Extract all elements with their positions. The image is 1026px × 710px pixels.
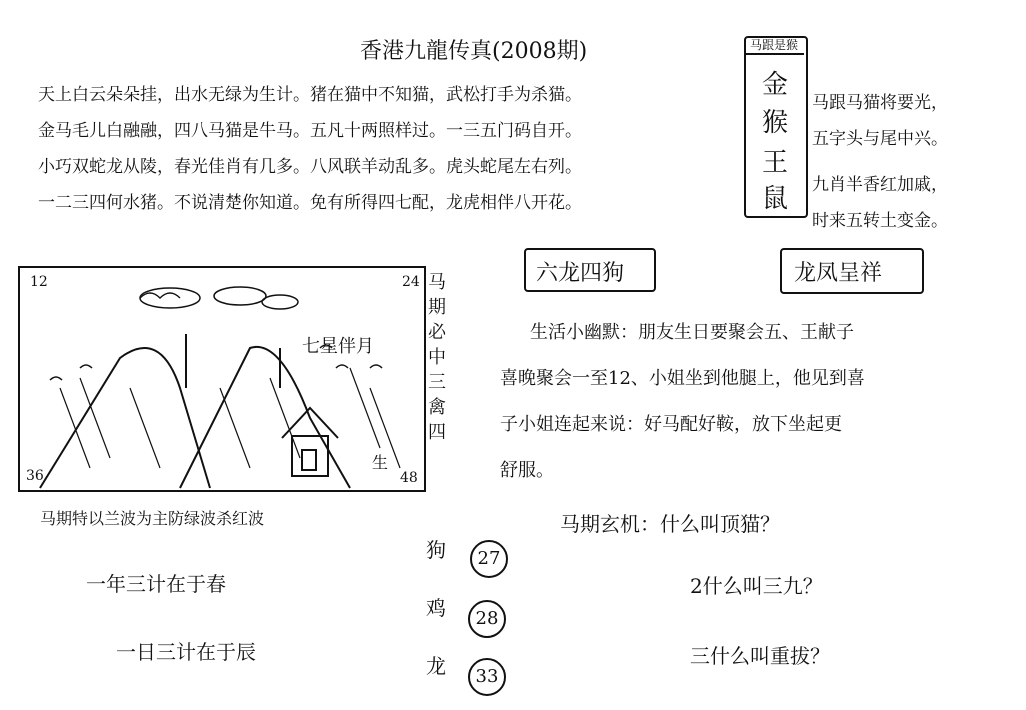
poem-line-4: 一二三四何水猪。不说清楚你知道。免有所得四七配，龙虎相伴八开花。	[38, 193, 582, 213]
corner-bl: 36	[26, 468, 44, 484]
side-line-4: 时来五转土变金。	[812, 211, 948, 231]
picture-br-label: 生	[372, 453, 389, 472]
poem-line-3: 小巧双蛇龙从陵，春光佳肖有几多。八风联羊动乱多。虎头蛇尾左右列。	[38, 157, 582, 177]
riddle-1: 一年三计在于春	[86, 572, 226, 596]
label-right-box	[780, 248, 924, 294]
page-title: 香港九龍传真(2008期)	[360, 39, 588, 64]
animal-1-name: 狗	[426, 538, 446, 562]
corner-tr: 24	[402, 274, 420, 290]
label-left-box	[524, 248, 656, 292]
mountains-icon	[40, 347, 350, 488]
side-line-3: 九肖半香红加戚，	[812, 175, 948, 195]
label-right: 龙凤呈祥	[794, 261, 883, 286]
story-line-3: 子小姐连起来说：好马配好鞍，放下坐起更	[500, 414, 842, 435]
animal-3-name: 龙	[426, 654, 446, 678]
corner-br: 48	[400, 470, 418, 486]
poem-line-2: 金马毛儿白融融，四八马猫是牛马。五凡十两照样过。一三五门码自开。	[38, 121, 582, 141]
question-1: 马期玄机：什么叫顶猫？	[560, 512, 780, 536]
rain-icon	[60, 368, 400, 468]
landscape-drawing	[20, 268, 424, 490]
side-box-char-1: 金	[762, 70, 789, 100]
side-box-char-2: 猴	[762, 108, 789, 138]
animal-3-number: 33	[468, 658, 506, 696]
riddle-2: 一日三计在于辰	[116, 640, 256, 664]
side-box-header: 马跟是猴	[744, 36, 804, 55]
animal-2-number: 28	[468, 600, 506, 638]
animal-1-number: 27	[470, 540, 508, 578]
animal-2-name: 鸡	[426, 596, 446, 620]
corner-tl: 12	[30, 274, 48, 290]
story-line-4: 舒服。	[500, 460, 554, 481]
question-3: 三什么叫重拔？	[690, 644, 830, 668]
vertical-note: 马期必中三禽四	[428, 272, 446, 443]
picture-frame	[18, 266, 426, 492]
poem-line-1: 天上白云朵朵挂，出水无绿为生计。猪在猫中不知猫，武松打手为杀猫。	[38, 85, 582, 105]
picture-mid-label: 七星伴月	[302, 336, 374, 357]
label-left: 六龙四狗	[536, 261, 625, 286]
side-box-char-3: 王	[762, 148, 789, 178]
clouds-icon	[140, 287, 298, 309]
story-line-1: 生活小幽默：朋友生日要聚会五、王献子	[530, 322, 854, 343]
bottom-line: 马期特以兰波为主防绿波杀红波	[40, 509, 265, 528]
side-box	[744, 36, 808, 218]
side-line-2: 五字头与尾中兴。	[812, 129, 948, 149]
side-line-1: 马跟马猫将要光，	[812, 93, 948, 113]
side-box-char-4: 鼠	[762, 184, 789, 214]
question-2: 2什么叫三九？	[690, 574, 823, 598]
story-line-2: 喜晚聚会一至12、小姐坐到他腿上，他见到喜	[500, 368, 865, 389]
